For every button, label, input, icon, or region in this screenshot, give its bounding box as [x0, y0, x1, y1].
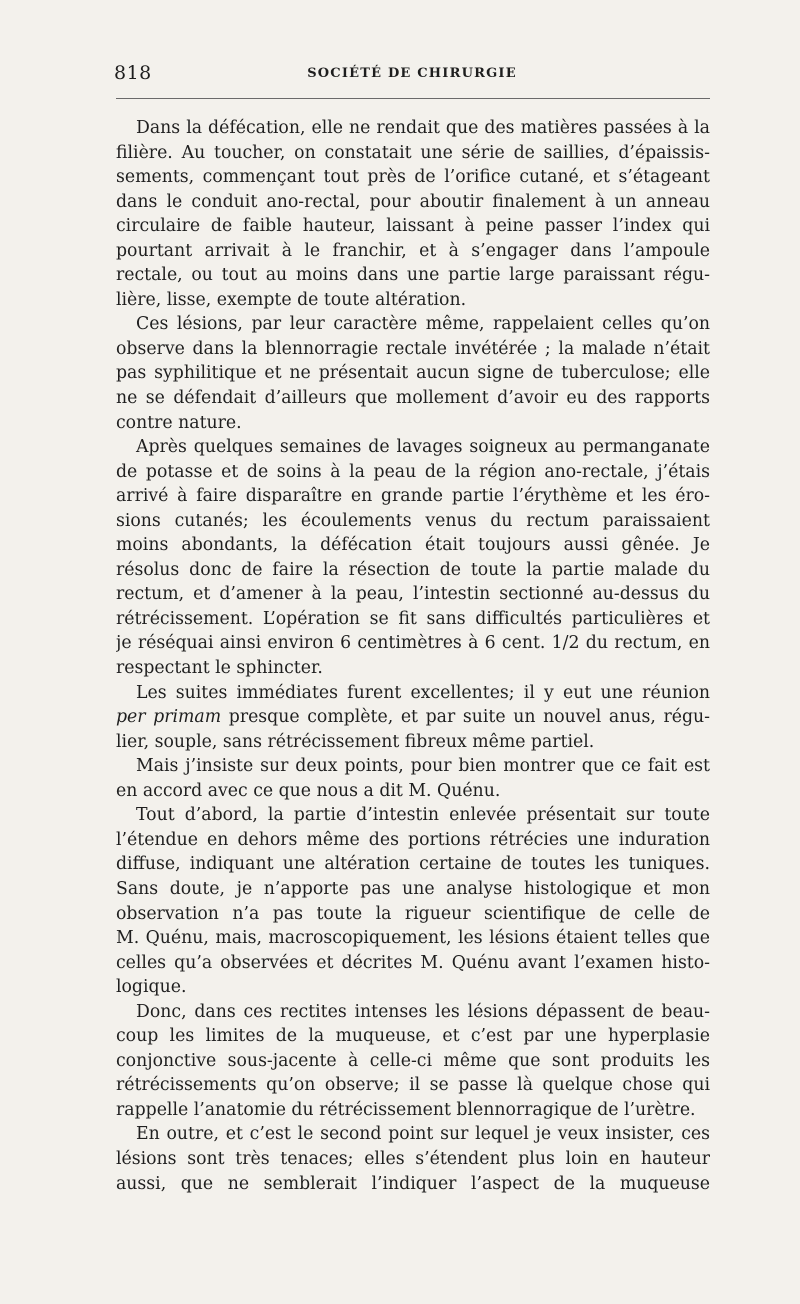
text-line: conjonctive sous-jacente à celle-ci même que sont produits les: [116, 1050, 710, 1071]
text-line: Les suites immédiates furent excellentes; il y eut une réunion: [136, 682, 710, 703]
text-line: ne se défendait d’ailleurs que mollement d’avoir eu des rapports: [116, 388, 710, 409]
paragraph: [116, 312, 710, 435]
italic-phrase: per primam: [116, 707, 222, 728]
text-line: observation n’a pas toute la rigueur scientifique de celle de: [116, 903, 710, 924]
text-line: l’étendue en dehors même des portions rétrécies une induration: [116, 829, 710, 850]
text-line: En outre, et c’est le second point sur lequel je veux insister, ces: [136, 1124, 710, 1145]
text-line: M. Quénu, mais, macroscopiquement, les lésions étaient telles que: [116, 928, 710, 949]
text-line: filière. Au toucher, on constatait une série de saillies, d’épaissis-: [116, 142, 710, 163]
text-line: rétrécissement. L’opération se fit sans difficultés particulières et: [116, 608, 710, 629]
text-line: rectum, et d’amener à la peau, l’intestin sectionné au-dessus du: [116, 584, 710, 605]
paragraph: [116, 435, 710, 680]
text-line: respectant le sphincter.: [116, 658, 323, 679]
text-line: Ces lésions, par leur caractère même, rappelaient celles qu’on: [136, 314, 710, 335]
header-rule: [116, 98, 710, 99]
text-line: coup les limites de la muqueuse, et c’est par une hyperplasie: [116, 1026, 710, 1047]
text-line: Mais j’insiste sur deux points, pour bien montrer que ce fait est: [136, 756, 710, 777]
paragraph: [116, 681, 710, 755]
text-line: de potasse et de soins à la peau de la région ano-rectale, j’étais: [116, 461, 710, 482]
text-line: Donc, dans ces rectites intenses les lésions dépassent de beau-: [136, 1001, 710, 1022]
text-line: rappelle l’anatomie du rétrécissement blennorragique de l’urètre.: [116, 1099, 696, 1120]
text-line: Tout d’abord, la partie d’intestin enlevée présentait sur toute: [136, 805, 710, 826]
text-line: circulaire de faible hauteur, laissant à peine passer l’index qui: [116, 216, 710, 237]
paragraph: [116, 1000, 710, 1123]
text-line: moins abondants, la défécation était toujours aussi gênée. Je: [116, 535, 710, 556]
paragraph: [116, 116, 710, 312]
paragraph: [116, 754, 710, 803]
text-line: en accord avec ce que nous a dit M. Quénu.: [116, 780, 501, 801]
text-line: celles qu’a observées et décrites M. Quénu avant l’examen histo-: [116, 952, 710, 973]
text-line: rétrécissements qu’on observe; il se passe là quelque chose qui: [116, 1075, 710, 1096]
text-line: aussi, que ne semblerait l’indiquer l’aspect de la muqueuse: [116, 1173, 710, 1194]
text-line: per primam presque complète, et par suite un nouvel anus, régu-: [116, 707, 710, 728]
text-line: pas syphilitique et ne présentait aucun signe de tuberculose; elle: [116, 363, 710, 384]
text-line: Dans la défécation, elle ne rendait que des matières passées à la: [136, 118, 710, 138]
text-line: pourtant arrivait à le franchir, et à s’engager dans l’ampoule: [116, 240, 710, 261]
text-line: lière, lisse, exempte de toute altération.: [116, 289, 467, 310]
text-line: Sans doute, je n’apporte pas une analyse histologique et mon: [116, 878, 710, 899]
text-line: arrivé à faire disparaître en grande partie l’érythème et les éro-: [116, 486, 710, 507]
text-line: observe dans la blennorragie rectale invétérée ; la malade n’était: [116, 338, 710, 359]
text-line: lésions sont très tenaces; elles s’étendent plus loin en hauteur: [116, 1148, 710, 1169]
text-line: logique.: [116, 977, 187, 998]
text-line: dans le conduit ano-rectal, pour aboutir finalement à un anneau: [116, 191, 710, 212]
text-line: contre nature.: [116, 412, 242, 433]
text-line: rectale, ou tout au moins dans une partie large paraissant régu-: [116, 265, 710, 286]
running-head: [114, 62, 710, 86]
text-line: je réséquai ainsi environ 6 centimètres à 6 cent. 1/2 du rectum, en: [116, 633, 710, 654]
header-title: SOCIÉTÉ DE CHIRURGIE: [307, 66, 517, 81]
text-line: sions cutanés; les écoulements venus du rectum paraissaient: [116, 510, 710, 531]
body-text: [116, 116, 710, 1196]
text-line: lier, souple, sans rétrécissement fibreux même partiel.: [116, 731, 595, 752]
text-line: sements, commençant tout près de l’orifice cutané, et s’étageant: [116, 167, 710, 188]
text-line: diffuse, indiquant une altération certaine de toutes les tuniques.: [116, 854, 710, 875]
paragraph: [116, 803, 710, 999]
paragraph: [116, 1122, 710, 1196]
page-number: 818: [114, 62, 152, 84]
text-line: Après quelques semaines de lavages soigneux au permanganate: [136, 437, 710, 458]
text-line: résolus donc de faire la résection de toute la partie malade du: [116, 559, 710, 580]
